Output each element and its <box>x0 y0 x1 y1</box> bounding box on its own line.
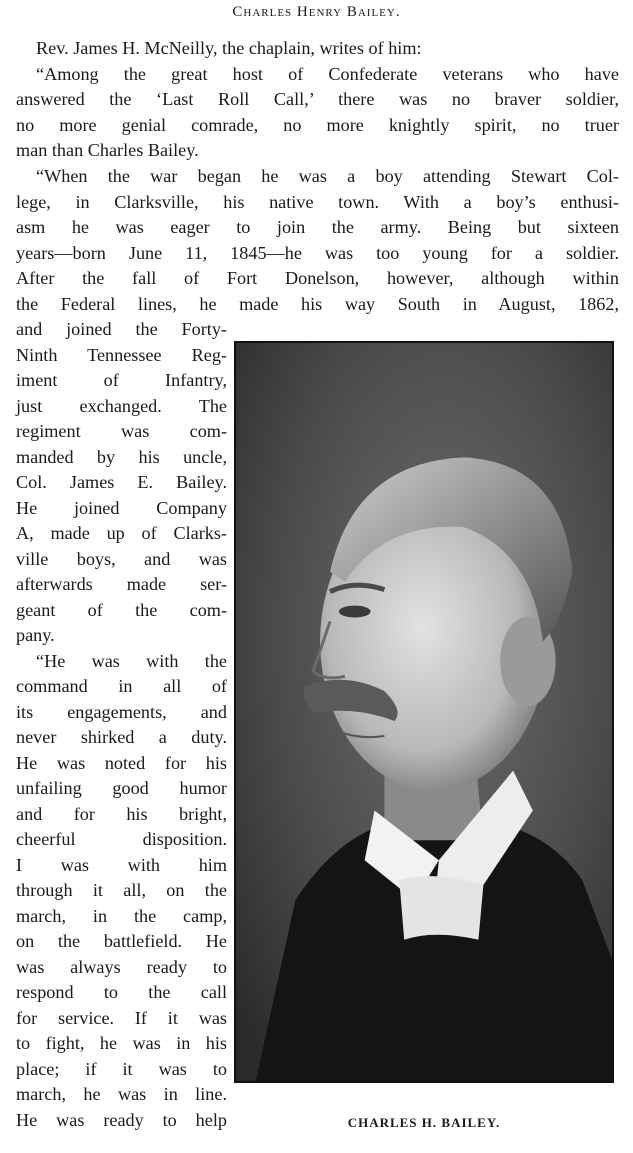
photo-caption: CHARLES H. BAILEY. <box>347 1115 501 1130</box>
page-heading: Charles Henry Bailey. <box>232 4 401 20</box>
text-line: never shirked a duty. <box>16 727 227 747</box>
text-line: for service. If it was <box>16 1007 227 1028</box>
portrait-photo <box>234 341 614 1083</box>
text-line: afterwards made ser- <box>16 574 227 594</box>
text-line: geant of the com- <box>16 599 227 620</box>
text-line: iment of Infantry, <box>16 370 227 390</box>
text-line: and joined the Forty- <box>16 319 227 339</box>
text-line: asm he was eager to join the army. Being but sixteen <box>16 217 619 238</box>
text-line: on the battlefield. He <box>16 931 227 951</box>
text-line: unfailing good humor <box>16 778 227 798</box>
portrait-illustration <box>236 343 612 1081</box>
text-line: “He was with the <box>36 650 227 671</box>
text-line: place; if it was to <box>16 1058 227 1079</box>
text-line: to fight, he was in his <box>16 1033 227 1053</box>
text-line: its engagements, and <box>16 701 227 722</box>
text-line: just exchanged. The <box>16 395 227 416</box>
text-line: After the fall of Fort Donelson, however, although within <box>16 268 619 289</box>
text-line: no more genial comrade, no more knightly spirit, no truer <box>16 114 619 135</box>
intro-line: Rev. James H. McNeilly, the chaplain, writes of him: <box>36 38 422 58</box>
text-line: He was noted for his <box>16 752 227 773</box>
text-line: years—born June 11, 1845—he was too young for a soldier. <box>16 242 619 263</box>
text-line: pany. <box>16 625 55 645</box>
narrow-text-column <box>16 317 227 1133</box>
text-line: I was with him <box>16 854 227 875</box>
text-line: Col. James E. Bailey. <box>16 472 227 492</box>
full-width-text <box>16 36 619 318</box>
text-line: He was ready to help <box>16 1109 227 1130</box>
text-line: and for his bright, <box>16 803 227 824</box>
text-line: “Among the great host of Confederate veterans who have <box>36 63 619 84</box>
text-line: was always ready to <box>16 956 227 977</box>
text-line: march, he was in line. <box>16 1084 227 1104</box>
text-line: regiment was com- <box>16 421 227 441</box>
text-line: cheerful disposition. <box>16 829 227 849</box>
text-line: answered the ‘Last Roll Call,’ there was no braver soldier, <box>16 89 619 110</box>
text-line: march, in the camp, <box>16 905 227 926</box>
text-line: A, made up of Clarks- <box>16 523 227 543</box>
text-line: the Federal lines, he made his way South in August, 1862, <box>16 293 619 314</box>
text-line: command in all of <box>16 676 227 696</box>
text-line: man than Charles Bailey. <box>16 140 199 161</box>
text-line: ville boys, and was <box>16 548 227 569</box>
text-line: “When the war began he was a boy attending Stewart Col- <box>36 165 619 186</box>
text-line: respond to the call <box>16 982 227 1002</box>
text-line: Ninth Tennessee Reg- <box>16 344 227 365</box>
text-line: through it all, on the <box>16 880 227 900</box>
text-line: manded by his uncle, <box>16 446 227 467</box>
text-line: lege, in Clarksville, his native town. With a boy’s enthusi- <box>16 191 619 212</box>
text-line: He joined Company <box>16 497 227 518</box>
